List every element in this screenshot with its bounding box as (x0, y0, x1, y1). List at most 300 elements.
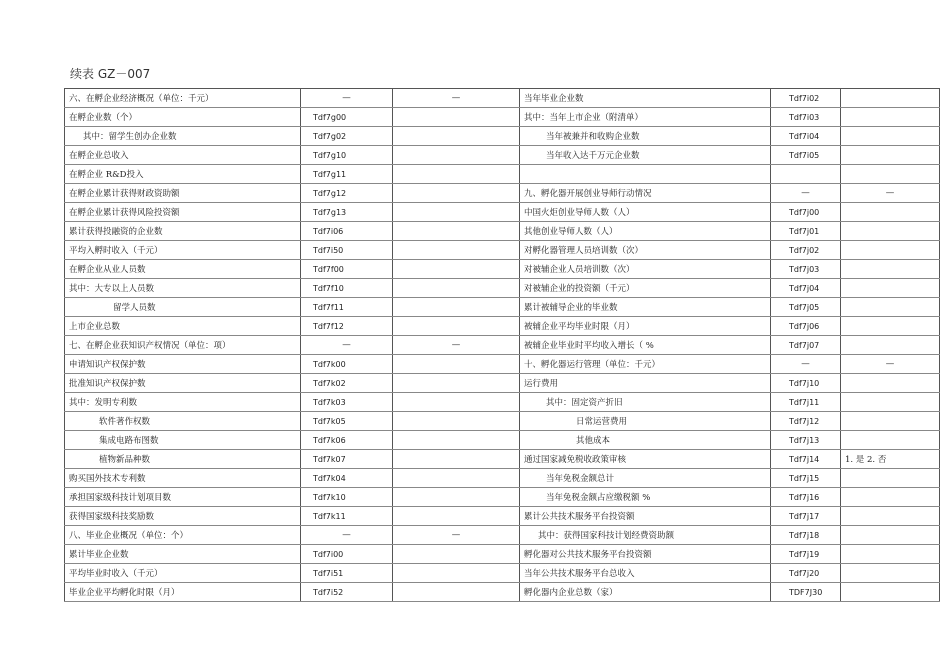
left-item-label-text: 留学人员数 (113, 303, 156, 313)
left-item-value[interactable] (393, 222, 520, 241)
right-item-code (771, 184, 841, 203)
right-item-label (520, 260, 771, 279)
table-row (65, 222, 940, 241)
table-body (65, 89, 940, 602)
right-item-value (841, 184, 940, 203)
right-item-code-text: Tdf7j10 (789, 378, 820, 388)
right-item-code (771, 317, 841, 336)
right-item-value[interactable] (841, 469, 940, 488)
left-item-value[interactable] (393, 298, 520, 317)
right-item-value[interactable] (841, 127, 940, 146)
left-item-label (65, 108, 301, 127)
right-item-label-text: 日常运营费用 (576, 417, 628, 427)
left-item-value[interactable] (393, 374, 520, 393)
left-item-code-text: Tdf7k10 (313, 492, 346, 502)
right-item-label-text: 对被辅企业人员培训数（次） (524, 265, 635, 275)
right-item-code (771, 450, 841, 469)
left-item-label (65, 317, 301, 336)
left-item-label (65, 222, 301, 241)
left-item-value-text: — (451, 530, 461, 540)
right-item-value[interactable] (841, 583, 940, 602)
right-item-label-text: 当年免税金额总计 (546, 474, 615, 484)
left-item-label-text: 累计获得投融资的企业数 (69, 227, 163, 237)
left-item-code-text: Tdf7k05 (313, 416, 346, 426)
left-item-code (301, 336, 393, 355)
right-item-code-text: Tdf7j02 (789, 245, 820, 255)
right-item-code-text: Tdf7i04 (789, 131, 820, 141)
left-item-code-text: Tdf7i51 (313, 568, 344, 578)
right-item-value[interactable] (841, 241, 940, 260)
right-item-label-text: 九、孵化器开展创业导师行动情况 (524, 189, 652, 199)
left-item-label (65, 298, 301, 317)
left-item-code (301, 507, 393, 526)
left-item-value[interactable] (393, 583, 520, 602)
left-item-code-text: Tdf7g11 (313, 169, 347, 179)
right-item-value-text: — (885, 359, 895, 369)
table-row (65, 165, 940, 184)
right-item-label-text: 累计公共技术服务平台投资额 (524, 512, 635, 522)
left-item-code (301, 564, 393, 583)
left-item-code-text: Tdf7i52 (313, 587, 344, 597)
table-row (65, 488, 940, 507)
right-item-code (771, 583, 841, 602)
right-item-value[interactable] (841, 260, 940, 279)
left-item-code (301, 165, 393, 184)
right-item-label-text: 孵化器对公共技术服务平台投资额 (524, 550, 652, 560)
right-item-label-text: 其中：当年上市企业（附清单） (524, 113, 644, 123)
right-item-code-text: — (801, 359, 810, 369)
right-item-label (520, 317, 771, 336)
left-item-label-text: 平均毕业时收入（千元） (69, 569, 163, 579)
right-item-code-text: Tdf7i02 (789, 93, 820, 103)
left-item-label (65, 184, 301, 203)
right-item-value[interactable] (841, 279, 940, 298)
left-item-value[interactable] (393, 184, 520, 203)
right-item-label-text: 孵化器内企业总数（家） (524, 588, 618, 598)
right-item-code (771, 393, 841, 412)
left-item-label (65, 355, 301, 374)
left-item-label (65, 146, 301, 165)
right-item-label-text: 其中：固定资产折旧 (546, 398, 623, 408)
statistics-table (64, 88, 940, 602)
left-item-label-text: 承担国家级科技计划项目数 (69, 493, 172, 503)
right-item-code-text: Tdf7j01 (789, 226, 820, 236)
right-item-value[interactable] (841, 146, 940, 165)
left-item-label-text: 在孵企业 R&D投入 (69, 170, 144, 180)
left-item-label-text: 上市企业总数 (69, 322, 121, 332)
left-item-code-text: Tdf7k06 (313, 435, 346, 445)
left-item-value[interactable] (393, 469, 520, 488)
left-item-label-text: 购买国外技术专利数 (69, 474, 146, 484)
left-item-code-text: — (342, 530, 351, 540)
right-item-label (520, 222, 771, 241)
right-item-label (520, 165, 771, 184)
left-item-code (301, 260, 393, 279)
left-item-value (393, 526, 520, 545)
right-item-value[interactable] (841, 108, 940, 127)
right-item-value[interactable] (841, 89, 940, 108)
right-item-label (520, 564, 771, 583)
table-row (65, 241, 940, 260)
left-item-label (65, 165, 301, 184)
left-item-code (301, 317, 393, 336)
left-item-code (301, 298, 393, 317)
right-item-code (771, 545, 841, 564)
right-item-code (771, 127, 841, 146)
right-item-label (520, 393, 771, 412)
left-item-label (65, 507, 301, 526)
left-item-label-text: 其中：大专以上人员数 (69, 284, 155, 294)
right-item-value-text: — (885, 188, 895, 198)
right-item-code-text: TDF7J30 (789, 587, 823, 597)
left-item-label-text: 在孵企业累计获得风险投资额 (69, 208, 180, 218)
left-item-value[interactable] (393, 108, 520, 127)
right-item-code-text: Tdf7j17 (789, 511, 820, 521)
left-item-code (301, 222, 393, 241)
left-item-value (393, 336, 520, 355)
left-item-value[interactable] (393, 450, 520, 469)
table-row (65, 431, 940, 450)
left-item-code (301, 89, 393, 108)
right-item-label (520, 127, 771, 146)
right-item-code-text: Tdf7j05 (789, 302, 820, 312)
right-item-value[interactable] (841, 488, 940, 507)
left-item-label-text: 平均入孵时收入（千元） (69, 246, 163, 256)
right-item-code-text: Tdf7i03 (789, 112, 820, 122)
left-item-value[interactable] (393, 564, 520, 583)
left-item-value[interactable] (393, 260, 520, 279)
right-item-code (771, 564, 841, 583)
right-item-code (771, 241, 841, 260)
right-item-value[interactable] (841, 317, 940, 336)
right-item-label (520, 488, 771, 507)
table-row (65, 545, 940, 564)
right-item-code (771, 165, 841, 184)
left-item-code (301, 108, 393, 127)
left-item-label-text: 毕业企业平均孵化时限（月） (69, 588, 180, 598)
right-item-code-text: Tdf7j18 (789, 530, 820, 540)
right-item-label-text: 对孵化器管理人员培训数（次） (524, 246, 644, 256)
left-item-label-text: 在孵企业累计获得财政资助额 (69, 189, 180, 199)
left-item-code-text: — (342, 93, 351, 103)
left-item-code-text: Tdf7k11 (313, 511, 346, 521)
right-item-label-text: 累计被辅导企业的毕业数 (524, 303, 618, 313)
right-item-label (520, 89, 771, 108)
right-item-label-text: 当年收入达千万元企业数 (546, 151, 640, 161)
right-item-label-text: 运行费用 (524, 379, 559, 389)
left-item-label (65, 412, 301, 431)
left-item-label-text: 累计毕业企业数 (69, 550, 129, 560)
left-item-label (65, 469, 301, 488)
left-item-label (65, 450, 301, 469)
right-item-code-text: Tdf7j12 (789, 416, 820, 426)
right-item-label-text: 十、孵化器运行管理（单位：千元） (524, 360, 661, 370)
left-item-label-text: 植物新品种数 (99, 455, 151, 465)
right-item-value[interactable] (841, 203, 940, 222)
right-item-label (520, 545, 771, 564)
left-item-code-text: Tdf7i50 (313, 245, 344, 255)
left-item-value (393, 89, 520, 108)
right-item-code (771, 108, 841, 127)
right-item-code-text: Tdf7j11 (789, 397, 820, 407)
right-item-label (520, 298, 771, 317)
left-item-label-text: 在孵企业从业人员数 (69, 265, 146, 275)
right-item-code-text: Tdf7j07 (789, 340, 820, 350)
left-item-value[interactable] (393, 355, 520, 374)
left-item-code-text: Tdf7f12 (313, 321, 344, 331)
left-item-value[interactable] (393, 279, 520, 298)
left-item-value[interactable] (393, 507, 520, 526)
right-item-code (771, 412, 841, 431)
left-item-label (65, 393, 301, 412)
right-item-value[interactable] (841, 165, 940, 184)
left-item-code (301, 393, 393, 412)
left-item-code (301, 583, 393, 602)
left-item-code (301, 184, 393, 203)
table-row (65, 336, 940, 355)
left-item-code-text: — (342, 340, 351, 350)
right-item-value (841, 450, 940, 469)
left-item-label (65, 545, 301, 564)
right-item-value[interactable] (841, 526, 940, 545)
right-item-code (771, 507, 841, 526)
right-item-label-text: 对被辅企业的投资额（千元） (524, 284, 635, 294)
left-item-code (301, 412, 393, 431)
table-row (65, 146, 940, 165)
right-item-label-text: 当年公共技术服务平台总收入 (524, 569, 635, 579)
left-item-label-text: 集成电路布图数 (99, 436, 159, 446)
left-item-code-text: Tdf7i06 (313, 226, 344, 236)
right-item-code-text: Tdf7i05 (789, 150, 820, 160)
right-item-code (771, 298, 841, 317)
left-item-code-text: Tdf7k04 (313, 473, 346, 483)
left-item-label (65, 89, 301, 108)
right-item-value[interactable] (841, 545, 940, 564)
left-item-label (65, 279, 301, 298)
right-item-label (520, 469, 771, 488)
right-item-label (520, 146, 771, 165)
right-item-label (520, 355, 771, 374)
table-row (65, 564, 940, 583)
table-row (65, 374, 940, 393)
right-item-value (841, 355, 940, 374)
right-item-label (520, 336, 771, 355)
left-item-code (301, 488, 393, 507)
right-item-value[interactable] (841, 431, 940, 450)
left-item-label-text: 在孵企业数（个） (69, 113, 138, 123)
right-item-label (520, 241, 771, 260)
left-item-code-text: Tdf7f10 (313, 283, 344, 293)
right-item-value-text: 1. 是 2. 否 (845, 455, 887, 465)
right-item-label (520, 374, 771, 393)
table-row (65, 127, 940, 146)
right-item-value[interactable] (841, 298, 940, 317)
table-row (65, 526, 940, 545)
left-item-label (65, 526, 301, 545)
right-item-code-text: — (801, 188, 810, 198)
right-item-label-text: 被辅企业平均毕业时限（月） (524, 322, 635, 332)
right-item-label (520, 583, 771, 602)
left-item-value[interactable] (393, 241, 520, 260)
right-item-value[interactable] (841, 336, 940, 355)
left-item-code-text: Tdf7g12 (313, 188, 347, 198)
left-item-label-text: 六、在孵企业经济概况（单位：千元） (69, 94, 214, 104)
left-item-value[interactable] (393, 393, 520, 412)
left-item-code (301, 203, 393, 222)
right-item-label (520, 203, 771, 222)
right-item-value[interactable] (841, 393, 940, 412)
table-row (65, 108, 940, 127)
table-row (65, 184, 940, 203)
left-item-value[interactable] (393, 545, 520, 564)
left-item-code-text: Tdf7g00 (313, 112, 347, 122)
right-item-label-text: 其中：获得国家科技计划经费资助额 (538, 531, 675, 541)
left-item-label-text: 其中：留学生创办企业数 (83, 132, 177, 142)
right-item-label (520, 279, 771, 298)
right-item-code-text: Tdf7j15 (789, 473, 820, 483)
right-item-label (520, 412, 771, 431)
left-item-label-text: 其中：发明专利数 (69, 398, 138, 408)
left-item-label (65, 241, 301, 260)
right-item-code-text: Tdf7j03 (789, 264, 820, 274)
left-item-code (301, 241, 393, 260)
table-row (65, 355, 940, 374)
right-item-code (771, 355, 841, 374)
table-row (65, 469, 940, 488)
left-item-code (301, 431, 393, 450)
left-item-label (65, 374, 301, 393)
table-row (65, 583, 940, 602)
right-item-code (771, 203, 841, 222)
left-item-value[interactable] (393, 488, 520, 507)
left-item-label-text: 申请知识产权保护数 (69, 360, 146, 370)
right-item-value[interactable] (841, 564, 940, 583)
right-item-code (771, 469, 841, 488)
right-item-code (771, 222, 841, 241)
left-item-code (301, 526, 393, 545)
left-item-value[interactable] (393, 127, 520, 146)
table-row (65, 317, 940, 336)
left-item-code (301, 355, 393, 374)
right-item-label-text: 通过国家减免税收政策审核 (524, 455, 627, 465)
left-item-label (65, 336, 301, 355)
left-item-code-text: Tdf7k00 (313, 359, 346, 369)
left-item-value[interactable] (393, 431, 520, 450)
table-row (65, 260, 940, 279)
right-item-label (520, 526, 771, 545)
right-item-code (771, 374, 841, 393)
left-item-code (301, 469, 393, 488)
left-item-code (301, 545, 393, 564)
table-row (65, 298, 940, 317)
left-item-code-text: Tdf7f00 (313, 264, 344, 274)
right-item-code-text: Tdf7j19 (789, 549, 820, 559)
left-item-label-text: 批准知识产权保护数 (69, 379, 146, 389)
right-item-label-text: 当年毕业企业数 (524, 94, 584, 104)
left-item-label-text: 在孵企业总收入 (69, 151, 129, 161)
table-row (65, 89, 940, 108)
left-item-code-text: Tdf7k07 (313, 454, 346, 464)
right-item-value[interactable] (841, 222, 940, 241)
right-item-code-text: Tdf7j00 (789, 207, 820, 217)
right-item-code (771, 431, 841, 450)
table-row (65, 412, 940, 431)
left-item-label (65, 431, 301, 450)
left-item-code (301, 279, 393, 298)
right-item-label-text: 其他创业导师人数（人） (524, 227, 618, 237)
right-item-code (771, 260, 841, 279)
left-item-value-text: — (451, 93, 461, 103)
right-item-code-text: Tdf7j04 (789, 283, 820, 293)
right-item-label (520, 450, 771, 469)
right-item-code (771, 89, 841, 108)
left-item-value[interactable] (393, 165, 520, 184)
right-item-code (771, 146, 841, 165)
left-item-code-text: Tdf7f11 (313, 302, 344, 312)
left-item-code-text: Tdf7g13 (313, 207, 347, 217)
right-item-code-text: Tdf7j16 (789, 492, 820, 502)
right-item-label (520, 507, 771, 526)
right-item-value[interactable] (841, 412, 940, 431)
left-item-label-text: 获得国家级科技奖励数 (69, 512, 155, 522)
left-item-label (65, 127, 301, 146)
left-item-label (65, 488, 301, 507)
left-item-value[interactable] (393, 412, 520, 431)
table-row (65, 507, 940, 526)
left-item-value[interactable] (393, 317, 520, 336)
left-item-code (301, 127, 393, 146)
left-item-label (65, 583, 301, 602)
left-item-label (65, 260, 301, 279)
left-item-code-text: Tdf7g02 (313, 131, 347, 141)
right-item-label-text: 被辅企业毕业时平均收入增长（ % (524, 341, 654, 351)
left-item-label-text: 八、毕业企业概况（单位：个） (69, 531, 189, 541)
table-row (65, 203, 940, 222)
right-item-code-text: Tdf7j14 (789, 454, 820, 464)
right-item-code (771, 526, 841, 545)
left-item-value-text: — (451, 340, 461, 350)
right-item-label (520, 184, 771, 203)
right-item-value[interactable] (841, 507, 940, 526)
left-item-code-text: Tdf7k03 (313, 397, 346, 407)
left-item-label-text: 软件著作权数 (99, 417, 151, 427)
left-item-code (301, 146, 393, 165)
right-item-label (520, 431, 771, 450)
table-row (65, 393, 940, 412)
right-item-code-text: Tdf7j06 (789, 321, 820, 331)
left-item-label-text: 七、在孵企业获知识产权情况（单位：项） (69, 341, 231, 351)
left-item-code (301, 374, 393, 393)
right-item-label-text: 其他成本 (576, 436, 611, 446)
right-item-code (771, 488, 841, 507)
right-item-label-text: 当年被兼并和收购企业数 (546, 132, 640, 142)
left-item-code-text: Tdf7k02 (313, 378, 346, 388)
right-item-value[interactable] (841, 374, 940, 393)
left-item-value[interactable] (393, 203, 520, 222)
table-row (65, 279, 940, 298)
form-title: 续表 GZ－007 (70, 67, 151, 81)
right-item-code-text: Tdf7j13 (789, 435, 820, 445)
left-item-value[interactable] (393, 146, 520, 165)
table-row (65, 450, 940, 469)
left-item-code-text: Tdf7g10 (313, 150, 347, 160)
left-item-code (301, 450, 393, 469)
right-item-label (520, 108, 771, 127)
right-item-label-text: 中国火炬创业导师人数（人） (524, 208, 635, 218)
left-item-label (65, 564, 301, 583)
right-item-code (771, 336, 841, 355)
right-item-code (771, 279, 841, 298)
